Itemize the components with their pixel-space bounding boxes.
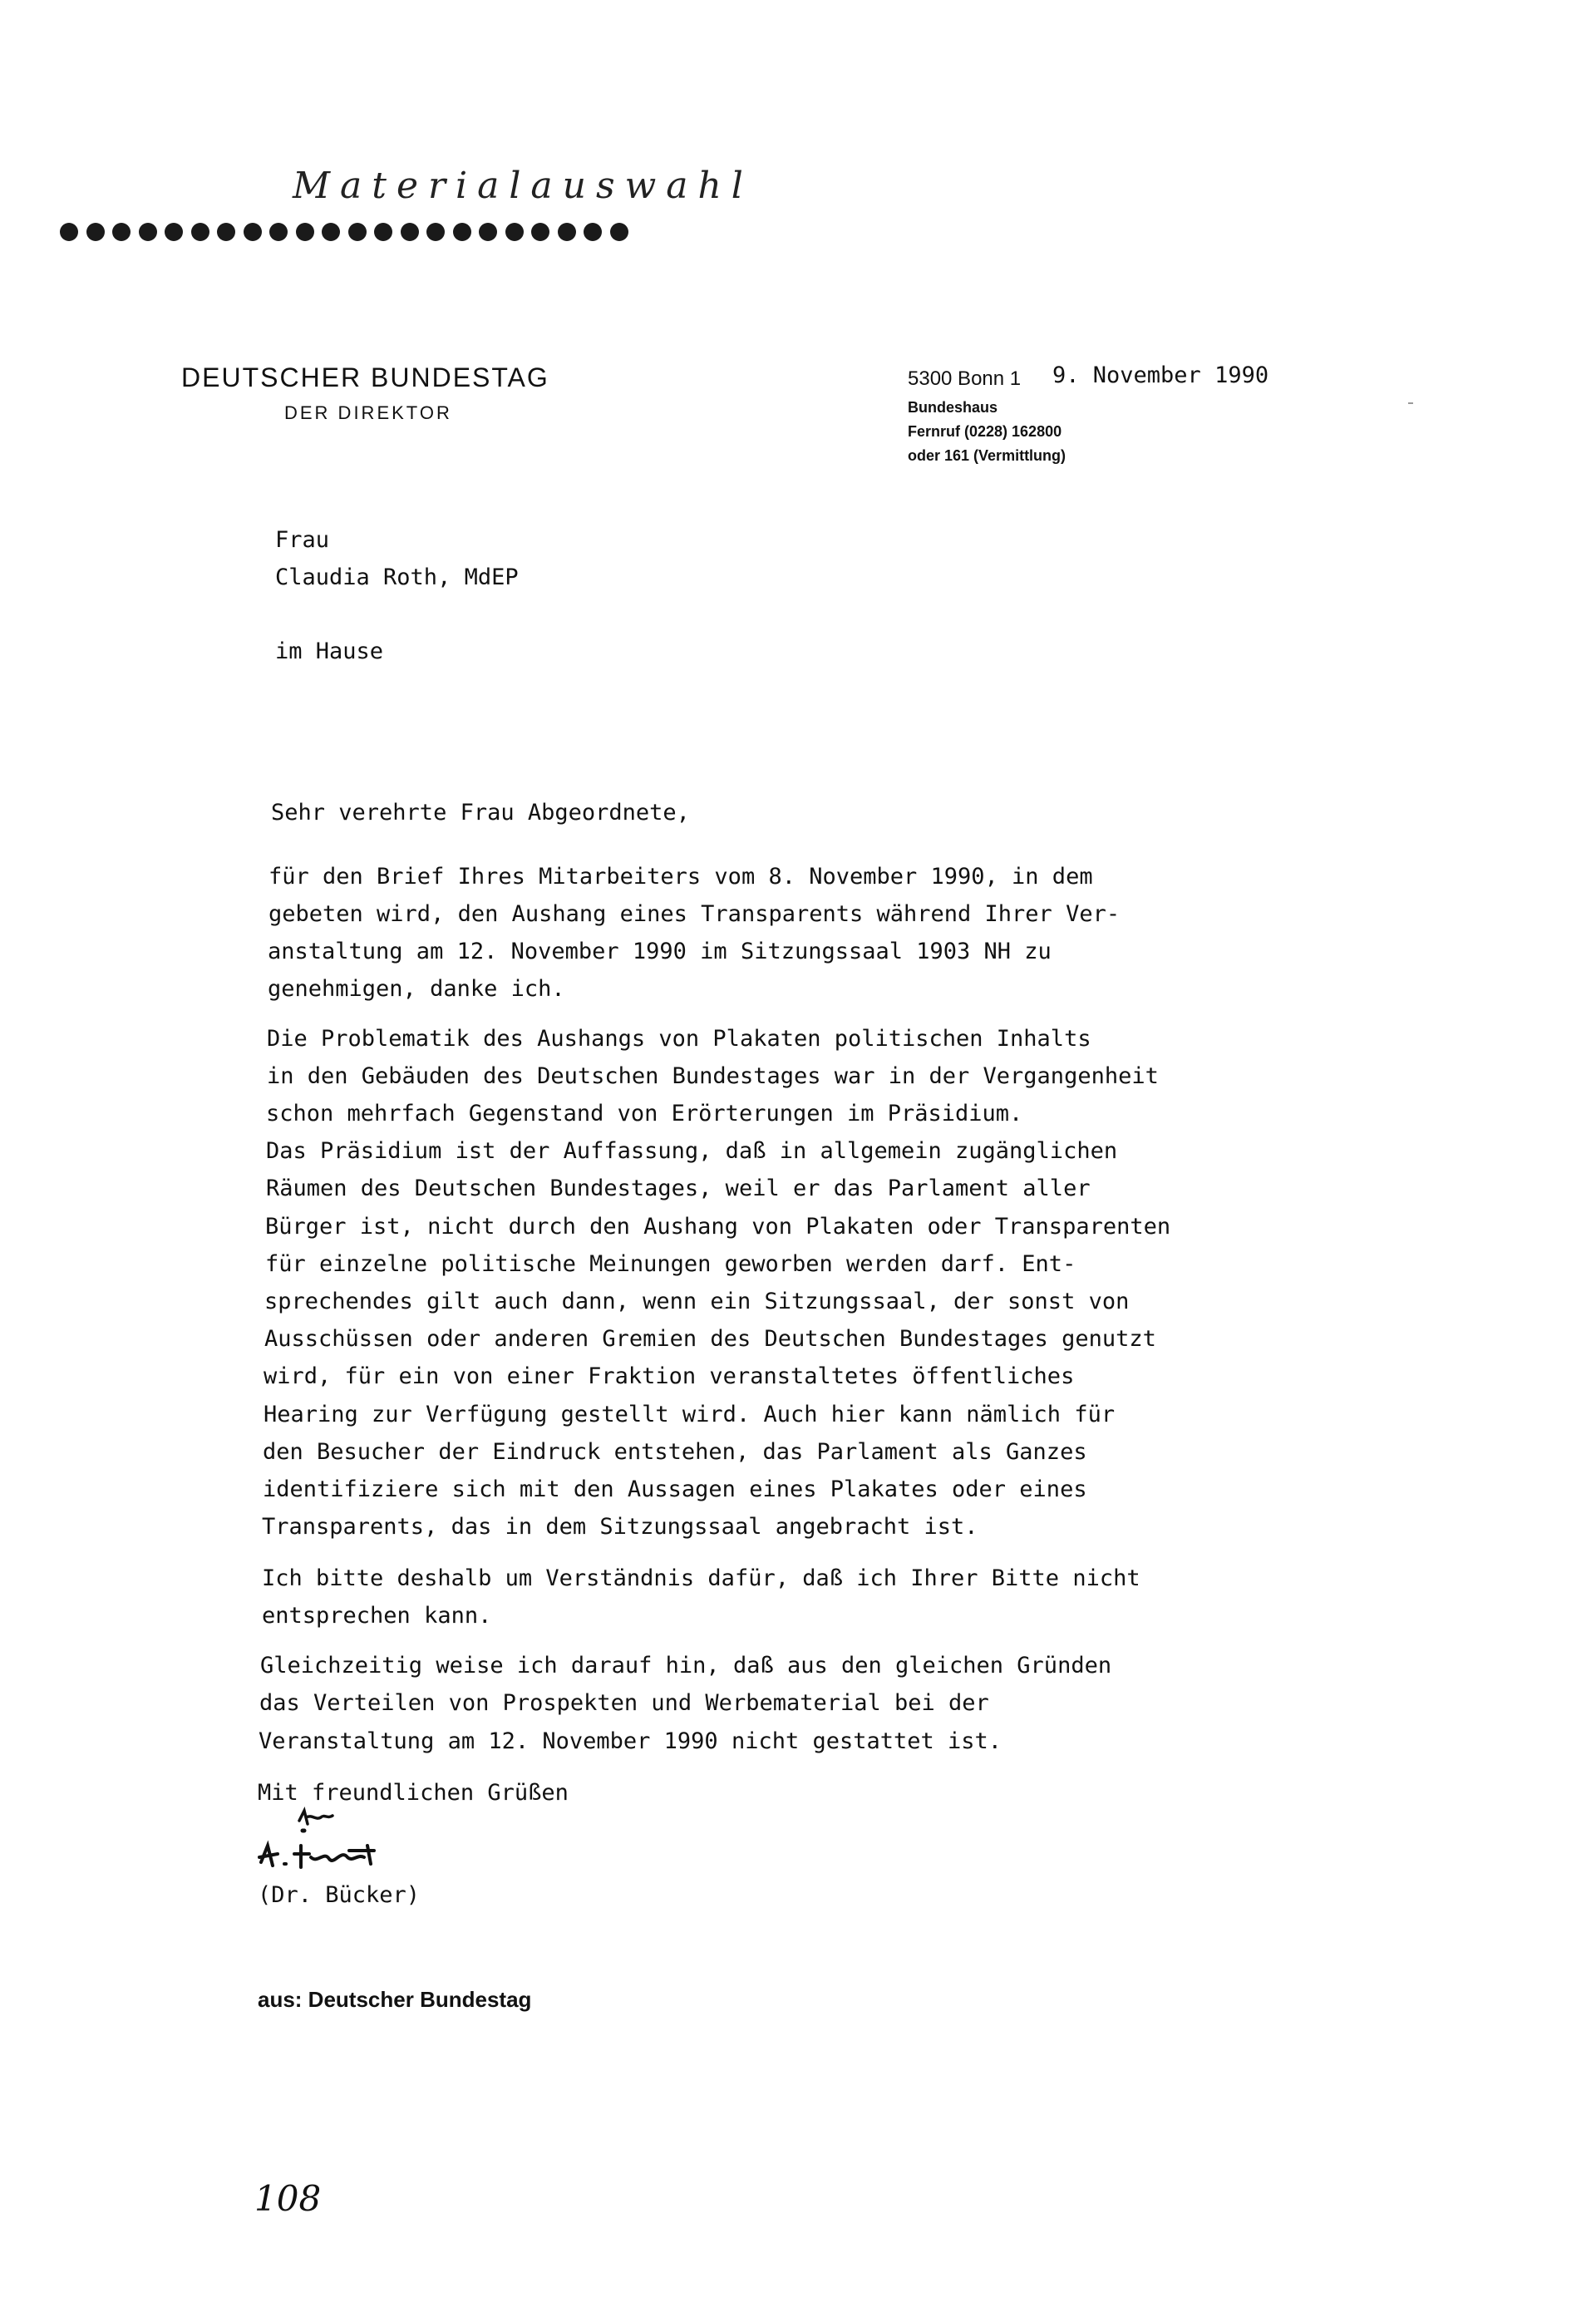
bullet-dot xyxy=(139,223,157,241)
body-line: Das Präsidium ist der Auffassung, daß in allgemein zugänglichen xyxy=(266,1138,1118,1164)
body-line: Räumen des Deutschen Bundestages, weil er das Parlament aller xyxy=(266,1176,1091,1201)
bullet-dot xyxy=(584,223,602,241)
body-line: Bürger ist, nicht durch den Aushang von Plakaten oder Transparenten xyxy=(265,1214,1171,1240)
bullet-dot xyxy=(348,223,367,241)
body-line: Die Problematik des Aushangs von Plakaten politischen Inhalts xyxy=(267,1026,1091,1052)
body-line: wird, für ein von einer Fraktion veranstaltetes öffentliches xyxy=(264,1363,1075,1389)
body-line: genehmigen, danke ich. xyxy=(268,976,565,1002)
body-line: in den Gebäuden des Deutschen Bundestages war in der Vergangenheit xyxy=(267,1063,1159,1089)
letterhead-org-subtitle: DER DIREKTOR xyxy=(284,402,452,423)
bullet-dot xyxy=(531,223,549,241)
section-title: Materialauswahl xyxy=(293,165,753,207)
body-line: Hearing zur Verfügung gestellt wird. Auch hier kann nämlich für xyxy=(264,1402,1116,1427)
body-line: Gleichzeitig weise ich darauf hin, daß aus den gleichen Gründen xyxy=(260,1653,1112,1679)
address-phone: Fernruf (0228) 162800 xyxy=(908,423,1062,440)
bullet-dot xyxy=(217,223,235,241)
body-line: anstaltung am 12. November 1990 im Sitzungssaal 1903 NH zu xyxy=(268,939,1052,964)
recipient-line: im Hause xyxy=(275,638,384,664)
bullet-dot xyxy=(374,223,392,241)
body-line: gebeten wird, den Aushang eines Transparents während Ihrer Ver- xyxy=(268,901,1121,927)
bullet-dot xyxy=(269,223,288,241)
bullet-dot xyxy=(558,223,576,241)
bullet-dot xyxy=(191,223,209,241)
body-line: sprechendes gilt auch dann, wenn ein Sitzungssaal, der sonst von xyxy=(264,1289,1130,1314)
bullet-dot xyxy=(60,223,78,241)
bullet-dot xyxy=(479,223,497,241)
body-line: Transparents, das in dem Sitzungssaal angebracht ist. xyxy=(262,1514,978,1540)
body-line: Ausschüssen oder anderen Gremien des Deutschen Bundestages genutzt xyxy=(264,1326,1156,1352)
handwritten-signature xyxy=(249,1802,432,1894)
body-line: schon mehrfach Gegenstand von Erörterungen im Präsidium. xyxy=(266,1101,1023,1126)
address-phone-alt: oder 161 (Vermittlung) xyxy=(908,447,1066,464)
body-line: für einzelne politische Meinungen geworben werden darf. Ent- xyxy=(265,1251,1076,1277)
bullet-dot xyxy=(505,223,524,241)
source-note: aus: Deutscher Bundestag xyxy=(258,1987,532,2012)
body-line: identifiziere sich mit den Aussagen eines Plakates oder eines xyxy=(263,1476,1087,1502)
bullet-dot xyxy=(296,223,314,241)
recipient-line: Claudia Roth, MdEP xyxy=(275,564,519,590)
salutation: Sehr verehrte Frau Abgeordnete, xyxy=(271,800,690,826)
margin-mark xyxy=(1408,402,1413,404)
letter-date: 9. November 1990 xyxy=(1052,362,1269,388)
body-line: für den Brief Ihres Mitarbeiters vom 8. November 1990, in dem xyxy=(268,864,1093,890)
bullet-dot xyxy=(453,223,471,241)
address-city: 5300 Bonn 1 xyxy=(908,367,1022,390)
closing: Mit freundlichen Grüßen xyxy=(258,1780,569,1806)
recipient-line: Frau xyxy=(275,527,330,553)
signatory-name: (Dr. Bücker) xyxy=(258,1882,421,1908)
dot-rule xyxy=(60,223,628,241)
body-line: Veranstaltung am 12. November 1990 nicht gestattet ist. xyxy=(259,1728,1002,1754)
letterhead-org-name: DEUTSCHER BUNDESTAG xyxy=(181,362,549,392)
bullet-dot xyxy=(401,223,419,241)
bullet-dot xyxy=(244,223,262,241)
address-building: Bundeshaus xyxy=(908,399,998,416)
bullet-dot xyxy=(426,223,445,241)
body-line: das Verteilen von Prospekten und Werbematerial bei der xyxy=(259,1690,989,1716)
bullet-dot xyxy=(322,223,340,241)
page-number: 108 xyxy=(254,2178,322,2219)
bullet-dot xyxy=(165,223,183,241)
body-line: den Besucher der Eindruck entstehen, das Parlament als Ganzes xyxy=(263,1439,1087,1465)
body-line: Ich bitte deshalb um Verständnis dafür, daß ich Ihrer Bitte nicht xyxy=(262,1565,1140,1591)
bullet-dot xyxy=(112,223,131,241)
body-line: entsprechen kann. xyxy=(262,1603,492,1629)
bullet-dot xyxy=(86,223,105,241)
bullet-dot xyxy=(610,223,628,241)
